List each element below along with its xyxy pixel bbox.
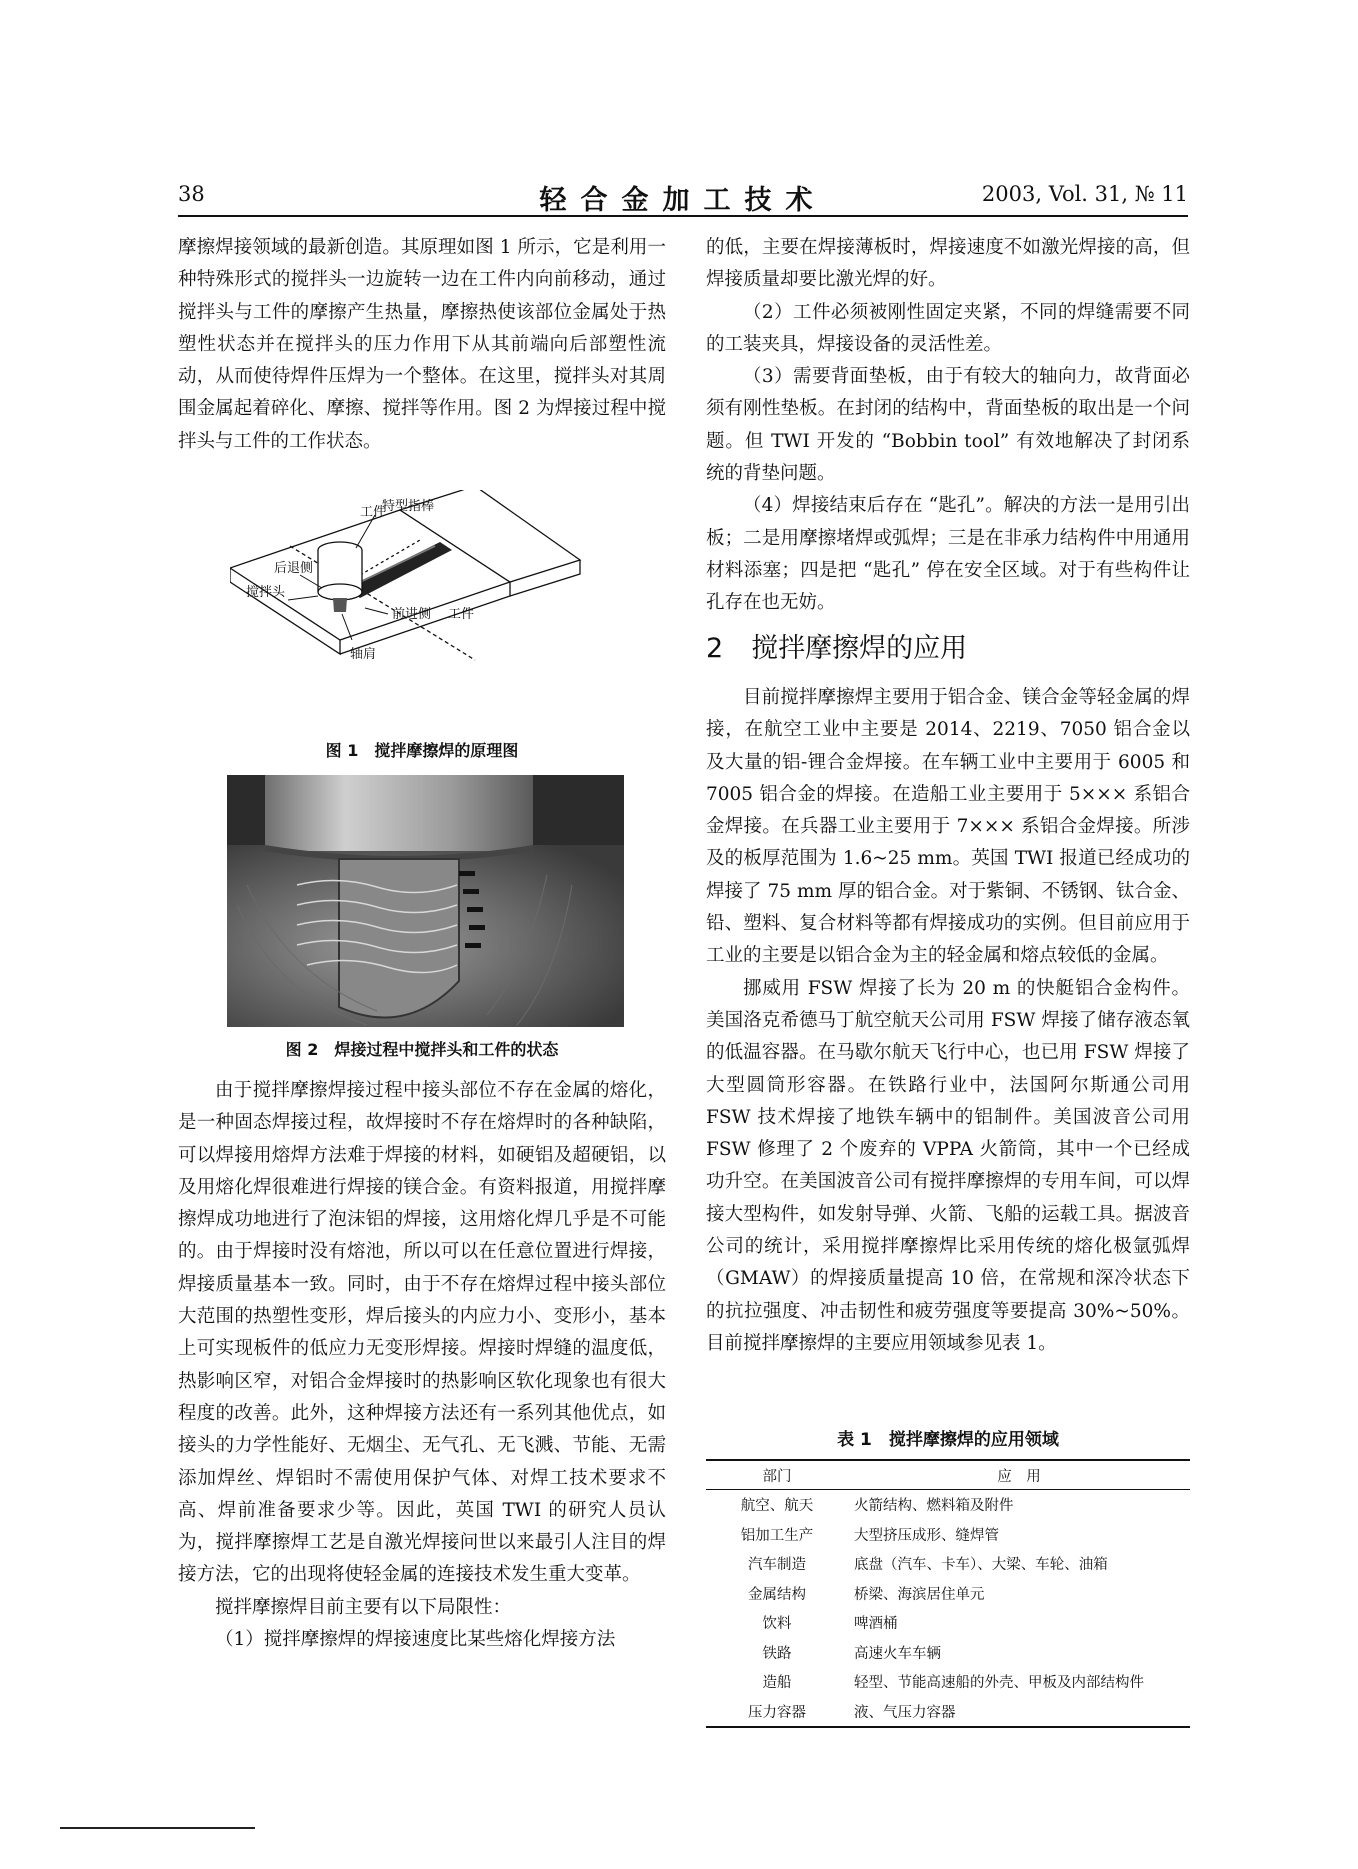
figure-1-diagram: [230, 490, 620, 726]
paragraph: 目前搅拌摩擦焊主要用于铝合金、镁合金等轻金属的焊接，在航空工业中主要是 2014、2219、7050 铝合金以及大量的铝-锂合金焊接。在车辆工业中主要用于 6005 和 7005 铝合金的焊接。在造船工业主要用于 5××× 系铝合金焊接。在兵器工业主要用于 7××× 系铝合金焊接。所涉及的板厚范围为 1.6~25 mm。英国 TWI 报道已经成功的焊接了 75 mm 厚的铝合金。对于紫铜、不锈钢、钛合金、铅、塑料、复合材料等都有焊接成功的实例。但目前应用于工业的主要是以铝合金为主的轻金属和熔点较低的金属。: [706, 687, 1190, 967]
table-cell: 汽车制造: [748, 1557, 806, 1574]
table-row: [706, 1638, 1190, 1668]
label-workpiece-right: 工件: [448, 607, 475, 622]
figure-2-caption: 图 2 焊接过程中搅拌头和工件的状态: [285, 1040, 559, 1059]
table-row: [706, 1608, 1190, 1638]
table-row: [706, 1549, 1190, 1579]
table-cell: 饮料: [762, 1616, 792, 1633]
table-cell: 桥梁、海滨居住单元: [854, 1586, 985, 1603]
left-column-top: [178, 232, 666, 458]
table-cell: 金属结构: [748, 1586, 806, 1603]
paragraph: （2）工件必须被刚性固定夹紧，不同的焊缝需要不同的工装夹具，焊接设备的灵活性差。: [706, 301, 1190, 355]
page-number: 38: [178, 182, 205, 206]
label-stir-head: 搅拌头: [246, 585, 286, 600]
journal-title: 轻合金加工技术: [539, 185, 827, 216]
label-advancing-side: 前进侧: [392, 607, 432, 622]
figure-2-photo: [227, 775, 624, 1027]
header-rule: [178, 215, 1188, 217]
page-header: [178, 178, 1188, 218]
table-cell: 航空、航天: [740, 1498, 814, 1515]
paragraph: （3）需要背面垫板，由于有较大的轴向力，故背面必须有刚性垫板。在封闭的结构中，背面垫板的取出是一个问题。但 TWI 开发的 “Bobbin tool” 有效地解决了封闭系统的背垫问题。: [706, 366, 1190, 485]
table-1: [706, 1459, 1190, 1728]
paragraph: （4）焊接结束后存在 “匙孔”。解决的方法一是用引出板；二是用摩擦堵焊或弧焊；三是在非承力结构件中用通用材料添塞；四是把 “匙孔” 停在安全区域。对于有些构件让孔存在也无妨。: [706, 495, 1190, 614]
paragraph: 搅拌摩擦焊目前主要有以下局限性：: [215, 1596, 512, 1618]
table-row: [706, 1579, 1190, 1609]
label-workpiece-top: 工件: [360, 505, 387, 520]
table-cell: 高速火车车辆: [854, 1645, 941, 1662]
table-header-cell: 应 用: [848, 1460, 1190, 1490]
table-header-row: [706, 1460, 1190, 1490]
table-cell: 液、气压力容器: [848, 1697, 1190, 1728]
label-retreating-side: 后退侧: [274, 561, 314, 576]
figure-1-caption: 图 1 搅拌摩擦焊的原理图: [325, 741, 519, 760]
table-cell: 啤酒桶: [854, 1616, 898, 1633]
table-row: [706, 1697, 1190, 1728]
table-cell: 铁路: [762, 1645, 792, 1662]
right-column-bottom: [706, 682, 1190, 1360]
table-row: [706, 1667, 1190, 1697]
table-cell: 底盘（汽车、卡车）、大梁、车轮、油箱: [854, 1557, 1108, 1574]
table-cell: 铝加工生产: [740, 1527, 814, 1544]
left-column-bottom: [178, 1075, 666, 1656]
section-number: 2: [706, 633, 724, 664]
table-header-cell: 部门: [706, 1460, 848, 1490]
table-cell: 大型挤压成形、缝焊管: [854, 1527, 999, 1544]
paragraph: 的低，主要在焊接薄板时，焊接速度不如激光焊接的高，但焊接质量却要比激光焊的好。: [706, 237, 1190, 291]
section-heading: [706, 626, 1190, 665]
paragraph: 由于搅拌摩擦焊接过程中接头部位不存在金属的熔化，是一种固态焊接过程，故焊接时不存在熔焊时的各种缺陷，可以焊接用熔焊方法难于焊接的材料，如硬铝及超硬铝，以及用熔化焊很难进行焊接的镁合金。有资料报道，用搅拌摩擦焊成功地进行了泡沫铝的焊接，这用熔化焊几乎是不可能的。由于焊接时没有熔池，所以可以在任意位置进行焊接，焊接质量基本一致。同时，由于不存在熔焊过程中接头部位大范围的热塑性变形，焊后接头的内应力小、变形小，基本上可实现板件的低应力无变形焊接。焊接时焊缝的温度低，热影响区窄，对铝合金焊接时的热影响区软化现象也有很大程度的改善。此外，这种焊接方法还有一系列其他优点，如接头的力学性能好、无烟尘、无气孔、无飞溅、节能、无需添加焊丝、焊铝时不需使用保护气体、对焊工技术要求不高、焊前准备要求少等。因此，英国 TWI 的研究人员认为，搅拌摩擦焊工艺是自激光焊接问世以来最引人注目的焊接方法，它的出现将使轻金属的连接技术发生重大变革。: [178, 1080, 666, 1586]
paragraph: 挪威用 FSW 焊接了长为 20 m 的快艇铝合金构件。美国洛克希德马丁航空航天公司用 FSW 焊接了储存液态氧的低温容器。在马歇尔航天飞行中心，也已用 FSW 焊接了大型圆筒形容器。在铁路行业中，法国阿尔斯通公司用 FSW 技术焊接了地铁车辆中的铝制件。美国波音公司用 FSW 修理了 2 个废弃的 VPPA 火箭筒，其中一个已经成功升空。在美国波音公司有搅拌摩擦焊的专用车间，可以焊接大型构件，如发射导弹、火箭、飞船的运载工具。据波音公司的统计，采用搅拌摩擦焊比采用传统的熔化极氩弧焊（GMAW）的焊接质量提高 10 倍，在常规和深冷状态下的抗拉强度、冲击韧性和疲劳强度等要提高 30%~50%。目前搅拌摩擦焊的主要应用领域参见表 1。: [706, 977, 1190, 1354]
table-row: [706, 1490, 1190, 1520]
volume-issue: 2003, Vol. 31, № 11: [981, 182, 1188, 206]
label-pin: 特型指棒: [382, 499, 435, 514]
right-column-top: [706, 232, 1190, 620]
table-1-caption: 表 1 搅拌摩擦焊的应用领域: [837, 1430, 1059, 1450]
section-title: 搅拌摩擦焊的应用: [751, 633, 968, 664]
paragraph: 摩擦焊接领域的最新创造。其原理如图 1 所示，它是利用一种特殊形式的搅拌头一边旋转一边在工件内向前移动，通过搅拌头与工件的摩擦产生热量，摩擦热使该部位金属处于热塑性状态并在搅拌头的压力作用下从其前端向后部塑性流动，从而使待焊件压焊为一个整体。在这里，搅拌头对其周围金属起着碎化、摩擦、搅拌等作用。图 2 为焊接过程中搅拌头与工件的工作状态。: [178, 237, 666, 452]
table-cell: 压力容器: [706, 1697, 848, 1728]
table-cell: 造船: [762, 1675, 792, 1692]
table-row: [706, 1520, 1190, 1550]
table-cell: 轻型、节能高速船的外壳、甲板及内部结构件: [854, 1675, 1144, 1692]
paragraph: （1）搅拌摩擦焊的焊接速度比某些熔化焊接方法: [215, 1629, 616, 1651]
label-shoulder: 轴肩: [350, 647, 377, 662]
footnote-rule: [60, 1827, 255, 1829]
table-cell: 火箭结构、燃料箱及附件: [854, 1498, 1014, 1515]
